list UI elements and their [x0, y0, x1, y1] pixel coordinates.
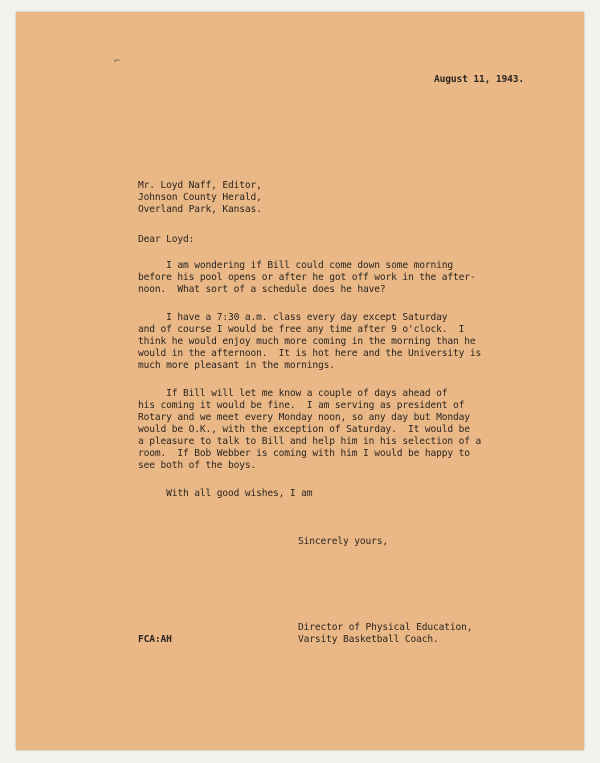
signature-title-1: Director of Physical Education, [298, 622, 473, 633]
salutation: Dear Loyd: [138, 234, 195, 245]
paragraph-4-line-1: With all good wishes, I am [138, 488, 313, 499]
address-line-3: Overland Park, Kansas. [138, 204, 262, 215]
closing: Sincerely yours, [298, 536, 389, 547]
typist-initials: FCA:AH [138, 634, 172, 645]
paragraph-3-line-5: a pleasure to talk to Bill and help him in his selection of a [138, 436, 482, 447]
paragraph-2-line-2: and of course I would be free any time after 9 o'clock. I [138, 324, 465, 335]
paragraph-1-line-2: before his pool opens or after he got off work in the after- [138, 272, 476, 283]
paragraph-2-line-3: think he would enjoy much more coming in the morning than he [138, 336, 476, 347]
address-line-2: Johnson County Herald, [138, 192, 262, 203]
paragraph-3-line-1: If Bill will let me know a couple of days ahead of [138, 388, 448, 399]
paragraph-1-line-3: noon. What sort of a schedule does he have? [138, 284, 386, 295]
address-line-1: Mr. Loyd Naff, Editor, [138, 180, 262, 191]
letter-page [16, 12, 584, 750]
signature-title-2: Varsity Basketball Coach. [298, 634, 439, 645]
paragraph-2-line-1: I have a 7:30 a.m. class every day except Saturday [138, 312, 448, 323]
letter-date: August 11, 1943. [434, 74, 525, 85]
paragraph-3-line-2: his coming it would be fine. I am serving as president of [138, 400, 465, 411]
paragraph-3-line-7: see both of the boys. [138, 460, 257, 471]
paragraph-2-line-4: would in the afternoon. It is hot here and the University is [138, 348, 482, 359]
paragraph-1-line-1: I am wondering if Bill could come down some morning [138, 260, 454, 271]
paragraph-2-line-5: much more pleasant in the mornings. [138, 360, 335, 371]
paragraph-3-line-3: Rotary and we meet every Monday noon, so any day but Monday [138, 412, 470, 423]
paragraph-3-line-4: would be O.K., with the exception of Saturday. It would be [138, 424, 470, 435]
paragraph-3-line-6: room. If Bob Webber is coming with him I would be happy to [138, 448, 470, 459]
stray-pencil-mark: ⌐ [114, 56, 120, 67]
